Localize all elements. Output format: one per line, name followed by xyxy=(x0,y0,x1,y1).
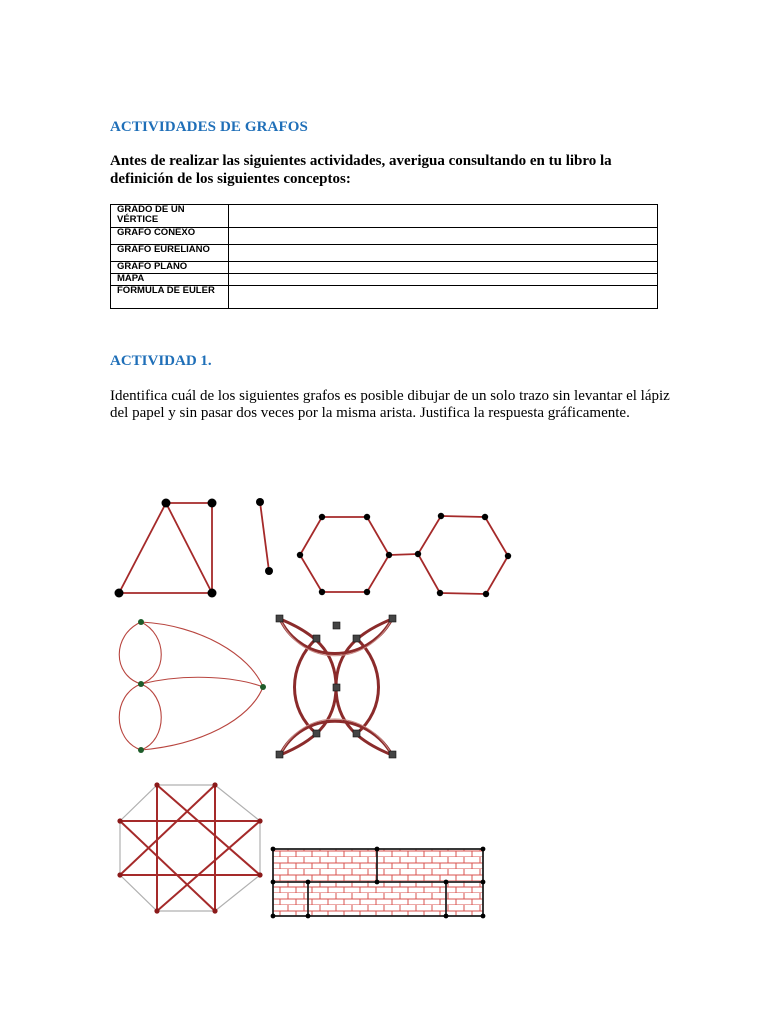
graph-figure-brick-wall xyxy=(268,845,490,923)
graph-figure-curved-multigraph xyxy=(110,610,280,760)
table-row xyxy=(111,205,658,228)
table-row xyxy=(111,262,658,274)
page-title: ACTIVIDADES DE GRAFOS xyxy=(110,119,308,135)
table-row xyxy=(111,245,658,262)
term-cell: FORMULA DE EULER xyxy=(111,286,229,309)
activity-title: ACTIVIDAD 1. xyxy=(110,353,212,369)
graph-figure-octagon-star xyxy=(110,775,280,920)
term-cell: GRAFO CONEXO xyxy=(111,228,229,245)
definition-cell[interactable] xyxy=(229,245,658,262)
term-cell: GRAFO EURELIANO xyxy=(111,245,229,262)
definition-cell[interactable] xyxy=(229,228,658,245)
definition-cell[interactable] xyxy=(229,286,658,309)
table-row xyxy=(111,228,658,245)
table-row xyxy=(111,286,658,309)
definition-cell[interactable] xyxy=(229,262,658,274)
table-row xyxy=(111,274,658,286)
definition-cell[interactable] xyxy=(229,205,658,228)
graph-figure-two-hexagons xyxy=(290,505,520,605)
graph-figure-triangle xyxy=(108,490,288,610)
term-cell: GRAFO PLANO xyxy=(111,262,229,274)
intro-paragraph: Antes de realizar las siguientes actividades, averigua consultando en tu libro la definición de los siguientes conceptos: xyxy=(110,153,612,187)
activity-instructions: Identifica cuál de los siguientes grafos es posible dibujar de un solo trazo sin levantar el lápiz del papel y sin pasar dos veces por la misma arista. Justifica la respuesta gráficamente. xyxy=(110,388,670,421)
graph-figure-crescents xyxy=(272,610,402,765)
definition-cell[interactable] xyxy=(229,274,658,286)
concepts-table xyxy=(110,204,658,309)
term-cell: GRADO DE UN VÉRTICE xyxy=(111,205,229,228)
term-cell: MAPA xyxy=(111,274,229,286)
